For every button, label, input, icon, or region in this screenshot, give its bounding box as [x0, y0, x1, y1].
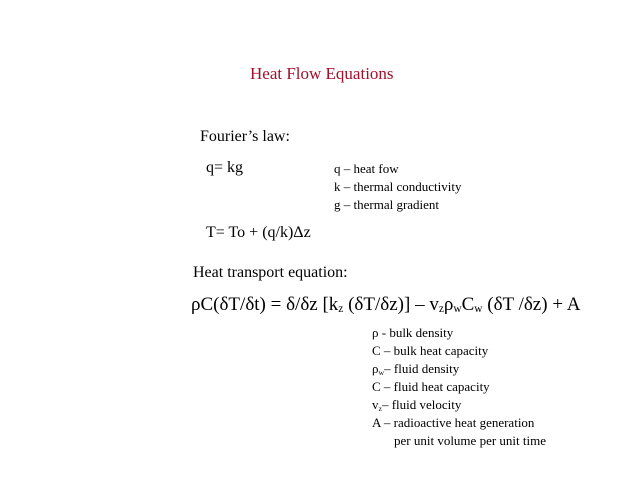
- definition-vz: [372, 396, 546, 414]
- definition-k: k – thermal conductivity: [334, 179, 462, 194]
- eq-sub-2: z: [438, 303, 444, 315]
- eq-part-4: C: [461, 294, 475, 315]
- definition-rho-w: [372, 360, 546, 378]
- rho-w-subscript: w: [378, 368, 385, 377]
- eq-part-3: ρ: [443, 294, 454, 315]
- vz-symbol: v: [372, 397, 379, 412]
- eq-sub-1: z: [338, 303, 344, 315]
- rho-w-text: – fluid density: [384, 361, 460, 376]
- slide-title: Heat Flow Equations: [250, 64, 394, 83]
- vz-text: – fluid velocity: [381, 397, 462, 412]
- vz-subscript: z: [378, 404, 382, 413]
- eq-sub-4: w: [474, 303, 483, 315]
- fourier-heading: Fourier’s law:: [200, 128, 290, 145]
- eq-part-5: (δT /δz) + A: [482, 294, 581, 315]
- definition-a: A – radioactive heat generation: [372, 415, 535, 430]
- eq-part-1: ρC(δT/δt) = δ/δz [k: [191, 294, 339, 315]
- definition-c-bulk: C – bulk heat capacity: [372, 343, 489, 358]
- transport-heading: Heat transport equation:: [193, 264, 348, 281]
- definition-g: g – thermal gradient: [334, 197, 440, 212]
- definition-rho: ρ - bulk density: [372, 325, 454, 340]
- definition-a-continued: per unit volume per unit time: [394, 433, 546, 448]
- eq-sub-3: w: [453, 303, 462, 315]
- transport-definitions: [372, 324, 546, 450]
- transport-equation: [191, 294, 580, 316]
- fourier-definitions: [334, 160, 461, 214]
- rho-w-symbol: ρ: [372, 361, 379, 376]
- definition-c-fluid: C – fluid heat capacity: [372, 379, 490, 394]
- temperature-equation: T= To + (q/k)Δz: [206, 224, 311, 241]
- fourier-equation: q= kg: [206, 159, 244, 176]
- definition-q: q – heat fow: [334, 161, 399, 176]
- eq-part-2: (δT/δz)] – v: [343, 294, 439, 315]
